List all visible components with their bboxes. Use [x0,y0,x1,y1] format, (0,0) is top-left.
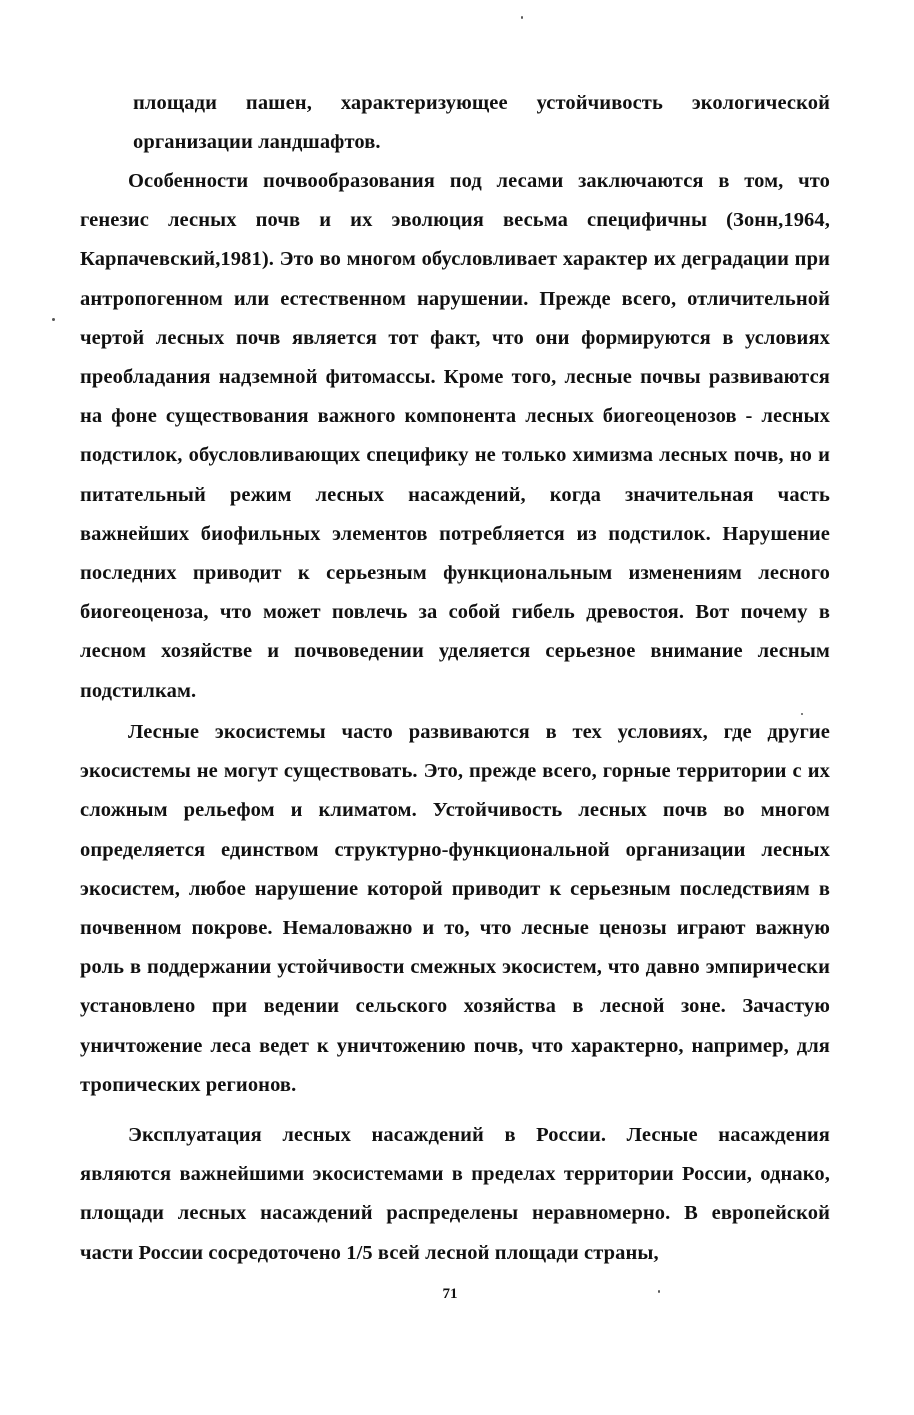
scan-speck [521,16,523,19]
scan-speck [801,713,803,715]
paragraph-forest-exploitation-russia: Эксплуатация лесных насаждений в России. Лесные насаждения являются важнейшими экосистемами в пределах территории России, однако, площади лесных насаждений распределены неравномерно. В европейской части России сосредоточено 1/5 всей лесной площади страны, [80,1124,830,1264]
scan-speck [52,318,55,321]
paragraph-continuation: площади пашен, характеризующее устойчивость экологической организации ландшафтов. [133,92,830,154]
paragraph-forest-ecosystems: Лесные экосистемы часто развиваются в тех условиях, где другие экосистемы не могут существовать. Это, прежде всего, горные территории с их сложным рельефом и климатом. Устойчивость лесных почв во многом определяется единством структурно-функциональной организации лесных экосистем, любое нарушение которой приводит к серьезным последствиям в почвенном покрове. Немаловажно и то, что лесные ценозы играют важную роль в поддержании устойчивости смежных экосистем, что давно эмпирически установлено при ведении сельского хозяйства в лесной зоне. Зачастую уничтожение леса ведет к уничтожению почв, что характерно, например, для тропических регионов. [80,721,830,1096]
scan-speck [658,1290,660,1293]
paragraph-forest-soil-formation: Особенности почвообразования под лесами заключаются в том, что генезис лесных почв и их эволюция весьма специфичны (Зонн,1964, Карпачевский,1981). Это во многом обусловливает характер их деградации при антропогенном или естественном нарушении. Прежде всего, отличительной чертой лесных почв является тот факт, что они формируются в условиях преобладания надземной фитомассы. Кроме того, лесные почвы развиваются на фоне существования важного компонента лесных биогеоценозов - лесных подстилок, обусловливающих специфику не только химизма лесных почв, но и питательный режим лесных насаждений, когда значительная часть важнейших биофильных элементов потребляется из подстилок. Нарушение последних приводит к серьезным функциональным изменениям лесного биогеоценоза, что может повлечь за собой гибель древостоя. Вот почему в лесном хозяйстве и почвоведении уделяется серьезное внимание лесным подстилкам. [80,170,830,702]
page-number: 71 [442,1286,458,1302]
